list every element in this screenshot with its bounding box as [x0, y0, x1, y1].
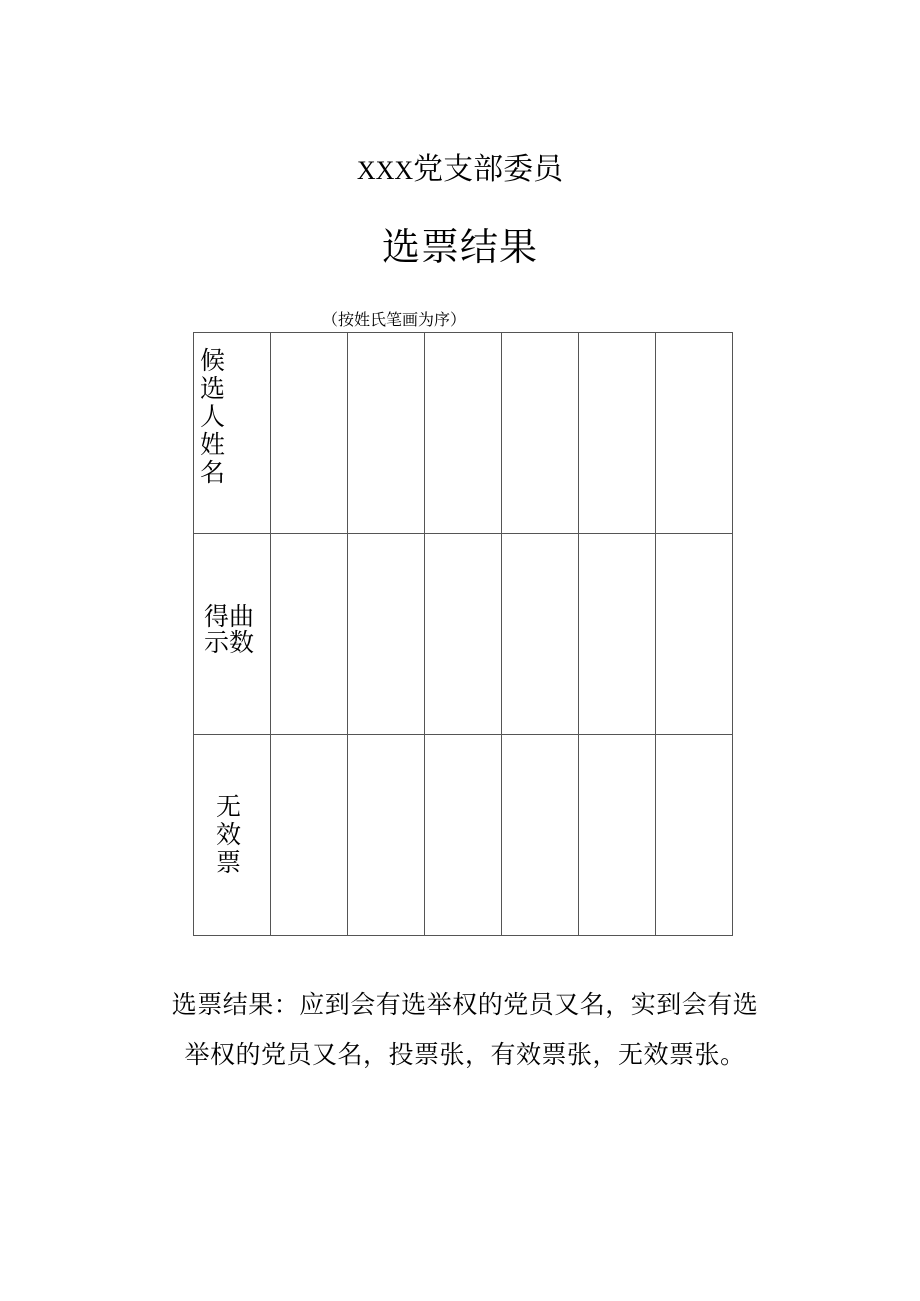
table-row: [194, 333, 733, 534]
table-cell: [348, 534, 425, 735]
table-cell: [425, 735, 502, 936]
invalid-votes-label: 无效票: [216, 792, 242, 877]
table-row: [194, 735, 733, 936]
table-cell: [425, 333, 502, 534]
title-line-1: [0, 150, 920, 191]
candidate-name-label: 候选人姓名: [200, 346, 226, 487]
table-cell: [502, 735, 579, 936]
title-line-2: 选票结果: [381, 225, 538, 269]
table-cell: [579, 333, 656, 534]
title-main: 党支部委员: [413, 152, 564, 187]
table-cell: [348, 735, 425, 936]
ordering-note: （按姓氏笔画为序）: [322, 310, 467, 329]
summary-text: [120, 980, 810, 1080]
vote-count-label: 得曲示数: [204, 602, 255, 657]
table-cell: [502, 333, 579, 534]
title-prefix: XXX: [356, 156, 414, 185]
table-row: [194, 534, 733, 735]
summary-line-2: 举权的党员又名，投票张，有效票张，无效票张。: [184, 1040, 746, 1069]
summary-line-1: 选票结果：应到会有选举权的党员又名，实到会有选: [171, 990, 759, 1019]
table-cell: [656, 534, 733, 735]
table-cell: [271, 534, 348, 735]
ballot-table: [193, 332, 733, 936]
row-label-cell: [194, 534, 271, 735]
row-label-cell: [194, 735, 271, 936]
table-cell: [656, 735, 733, 936]
table-cell: [502, 534, 579, 735]
table-cell: [579, 534, 656, 735]
table-cell: [271, 735, 348, 936]
table-cell: [425, 534, 502, 735]
table-cell: [656, 333, 733, 534]
table-cell: [271, 333, 348, 534]
table-cell: [579, 735, 656, 936]
row-label-cell: [194, 333, 271, 534]
table-cell: [348, 333, 425, 534]
